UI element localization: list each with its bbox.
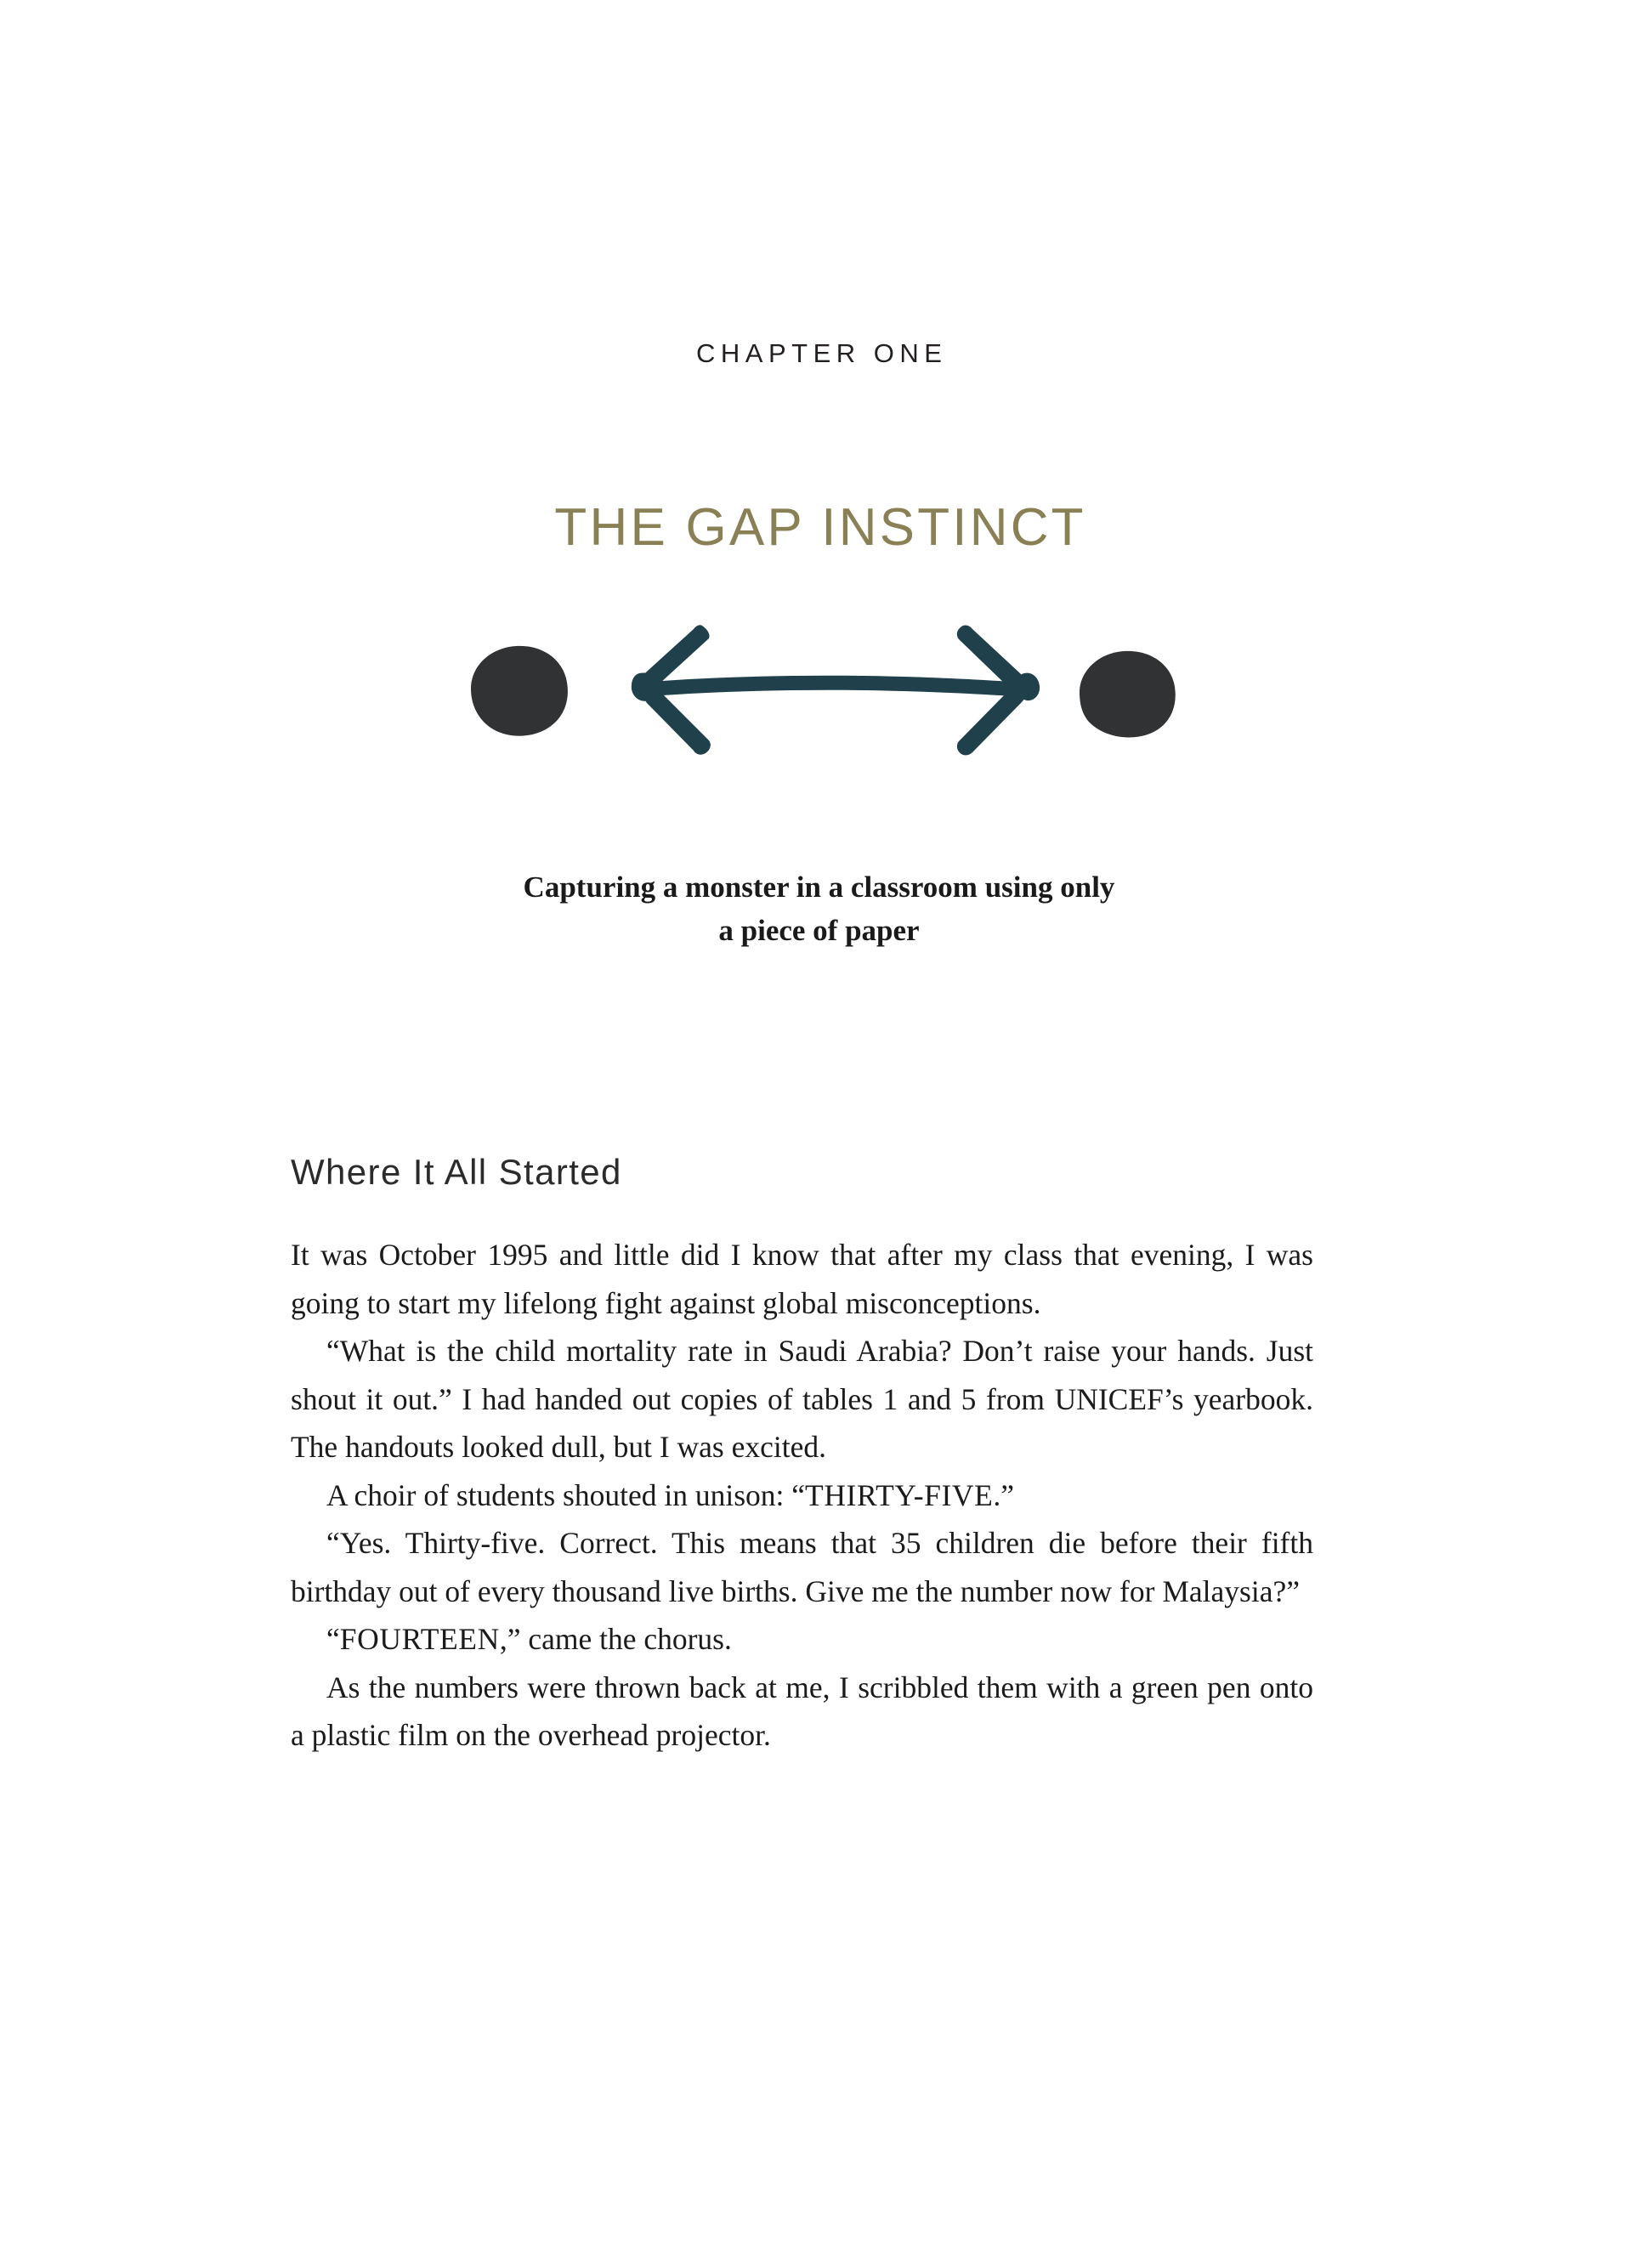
chapter-subtitle-line-2: a piece of paper — [718, 914, 920, 948]
chapter-subtitle — [394, 865, 1244, 952]
chapter-title: THE GAP INSTINCT — [554, 497, 1086, 557]
paragraph-text: It was October 1995 and little did I know that after my class that evening, I was going to start my lifelong fight against global misconceptions. — [291, 1238, 1313, 1320]
paragraph-prefix: “ — [326, 1622, 340, 1656]
paragraph — [291, 1231, 1313, 1327]
paragraph-text: As the numbers were thrown back at me, I scribbled them with a green pen onto a plastic film on the overhead projector. — [291, 1670, 1313, 1752]
paragraph-suffix: ,” came the chorus. — [499, 1622, 732, 1656]
paragraph-text: “What is the child mortality rate in Saudi Arabia? Don’t raise your hands. Just shout it out.” I had handed out copies of tables 1 and 5 from UNICEF’s yearbook. The handouts looked dull, but I was excited. — [291, 1334, 1313, 1464]
paragraph — [291, 1519, 1313, 1615]
two-blobs-with-double-headed-arrow-svg — [437, 614, 1202, 767]
paragraph-suffix: .” — [993, 1477, 1015, 1512]
paragraph-prefix: A choir of students shouted in unison: “ — [326, 1477, 806, 1512]
dark-blob-left-icon — [471, 646, 568, 736]
paragraph — [291, 1615, 1313, 1664]
section-heading: Where It All Started — [291, 1151, 622, 1192]
body-text — [291, 1231, 1313, 1760]
double-headed-arrow-icon — [631, 625, 1039, 755]
paragraph — [291, 1327, 1313, 1471]
paragraph-text: “Yes. Thirty-five. Correct. This means that 35 children die before their fifth birthday out of every thousand live births. Give me the number now for Malaysia?” — [291, 1526, 1313, 1608]
paragraph — [291, 1471, 1313, 1520]
smallcaps-thirty-five: THIRTY-FIVE — [805, 1477, 994, 1512]
chapter-eyebrow: CHAPTER ONE — [696, 338, 948, 368]
chapter-illustration — [0, 605, 1638, 775]
smallcaps-fourteen: FOURTEEN — [339, 1622, 500, 1656]
dark-blob-right-icon — [1080, 651, 1176, 738]
chapter-subtitle-line-1: Capturing a monster in a classroom using only — [523, 870, 1115, 904]
paragraph — [291, 1664, 1313, 1760]
